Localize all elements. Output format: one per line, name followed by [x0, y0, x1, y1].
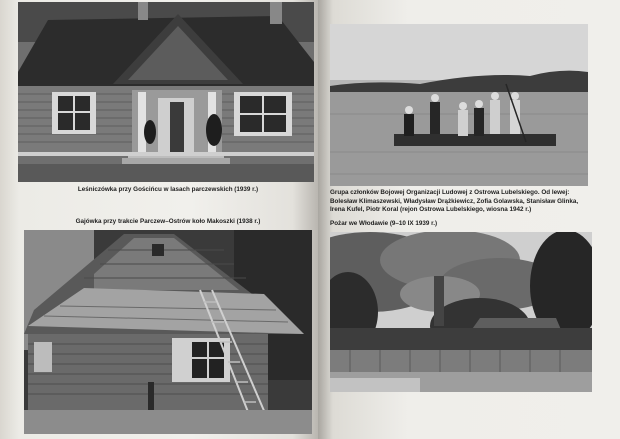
photo-bol-group-raft — [330, 24, 588, 186]
right-page — [318, 0, 620, 439]
photo-gamekeeper-lodge — [24, 230, 312, 434]
photo-forester-lodge — [18, 2, 314, 182]
caption-wlodawa-fire: Pożar we Włodawie (9–10 IX 1939 r.) — [330, 220, 438, 227]
caption-forester-lodge: Leśniczówka przy Gościńcu w lasach parczewskich (1939 r.) — [77, 186, 259, 193]
caption-gamekeeper-lodge: Gajówka przy trakcie Parczew–Ostrów koło Makoszki (1938 r.) — [75, 218, 261, 225]
photo-wlodawa-fire — [330, 232, 592, 392]
caption-bol-group: Grupa członków Bojowej Organizacji Ludowej z Ostrowa Lubelskiego. Od lewej: Bolesław Klimaszewski, Władysław Drążkiewicz, Zofia Golawska, Stanisław Glinka, Irena Kufel, Piotr Koral (rejon Ostrowa Lubelskiego, wiosna 1942 r.) — [330, 189, 579, 214]
